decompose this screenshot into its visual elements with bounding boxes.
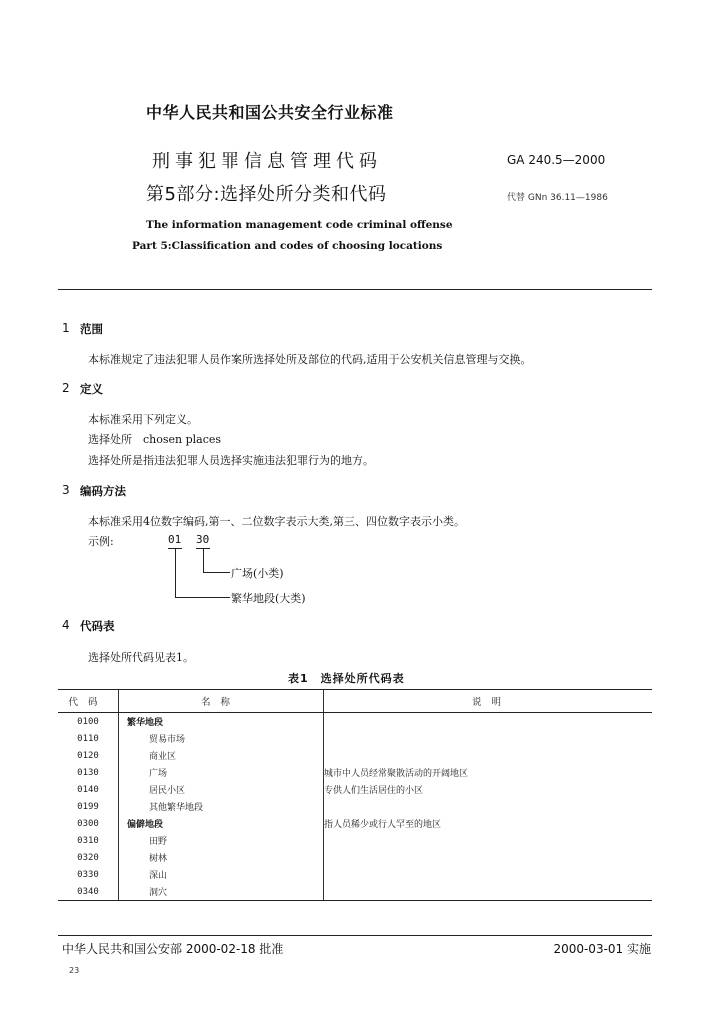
footer-divider (58, 935, 652, 936)
header-desc: 说明 (324, 690, 653, 713)
desc-cell (324, 747, 653, 764)
table-row (58, 883, 652, 901)
document-title-line2: 第5部分:选择处所分类和代码 (146, 184, 387, 205)
section-2-title: 定义 (80, 382, 103, 396)
name-cell: 居民小区 (119, 781, 324, 798)
header-divider (58, 289, 652, 290)
header-code: 代码 (58, 690, 119, 713)
name-cell: 洞穴 (119, 883, 324, 901)
code-cell: 0110 (58, 730, 119, 747)
section-4-number: 4 (62, 618, 70, 632)
table-row (58, 866, 652, 883)
desc-cell: 城市中人员经常聚散活动的开阔地区 (324, 769, 469, 779)
desc-cell (324, 832, 653, 849)
desc-cell (324, 883, 653, 901)
section-1-number: 1 (62, 321, 70, 335)
code-cell: 0120 (58, 747, 119, 764)
code-cell: 0100 (58, 713, 119, 731)
table-row (58, 747, 652, 764)
name-cell: 树林 (119, 849, 324, 866)
code-cell: 0310 (58, 832, 119, 849)
section-2-line1: 本标准采用下列定义。 (88, 413, 198, 426)
desc-cell (324, 798, 653, 815)
implementation-date: 2000-03-01 实施 (553, 942, 651, 956)
code-cell: 0300 (58, 815, 119, 832)
name-cell: 深山 (119, 866, 324, 883)
code-cell: 0340 (58, 883, 119, 901)
code-cell: 0199 (58, 798, 119, 815)
table-row (58, 730, 652, 747)
section-3-text: 本标准采用4位数字编码,第一、二位数字表示大类,第三、四位数字表示小类。 (88, 515, 465, 528)
code-cell: 0140 (58, 781, 119, 798)
code-cell: 0320 (58, 849, 119, 866)
desc-cell (324, 866, 653, 883)
section-4-text: 选择处所代码见表1。 (88, 651, 194, 664)
section-4-title: 代码表 (80, 619, 115, 633)
table-row (58, 781, 652, 798)
table-row (58, 849, 652, 866)
table-row (58, 798, 652, 815)
standard-code: GA 240.5—2000 (507, 153, 606, 167)
name-cell: 繁华地段 (119, 713, 324, 731)
code-cell: 0130 (58, 764, 119, 781)
section-1-text: 本标准规定了违法犯罪人员作案所选择处所及部位的代码,适用于公安机关信息管理与交换。 (88, 353, 532, 366)
name-cell: 贸易市场 (119, 730, 324, 747)
table-body (58, 713, 652, 901)
desc-cell: 指人员稀少或行人罕至的地区 (324, 820, 442, 830)
header-name: 名称 (119, 690, 324, 713)
approval-line: 中华人民共和国公安部 2000-02-18 批准 (62, 942, 284, 956)
example-code-minor: 30 (196, 533, 210, 546)
replaces-standard: 代替 GNn 36.11—1986 (507, 193, 608, 203)
code-table (58, 689, 652, 901)
table-row (58, 815, 652, 832)
document-title-line1: 刑事犯罪信息管理代码 (152, 151, 382, 172)
section-3-number: 3 (62, 483, 70, 497)
desc-cell (324, 730, 653, 747)
table-row (58, 832, 652, 849)
table-row (58, 713, 652, 731)
desc-cell (324, 713, 653, 731)
table-caption: 表1 选择处所代码表 (288, 672, 405, 685)
section-3-title: 编码方法 (80, 484, 126, 498)
name-cell: 商业区 (119, 747, 324, 764)
name-cell: 其他繁华地段 (119, 798, 324, 815)
example-bracket-major (175, 549, 230, 598)
desc-cell: 专供人们生活居住的小区 (324, 786, 424, 796)
name-cell: 偏僻地段 (119, 815, 324, 832)
name-cell: 广场 (119, 764, 324, 781)
english-title-line2: Part 5:Classification and codes of choosing locations (132, 240, 443, 252)
section-1-title: 范围 (80, 322, 103, 336)
name-cell: 田野 (119, 832, 324, 849)
page-number: 23 (69, 966, 80, 975)
code-cell: 0330 (58, 866, 119, 883)
section-2-line3: 选择处所是指违法犯罪人员选择实施违法犯罪行为的地方。 (88, 454, 374, 467)
desc-cell (324, 849, 653, 866)
issuing-organization: 中华人民共和国公共安全行业标准 (146, 103, 394, 122)
example-label: 示例: (88, 535, 114, 548)
example-label-minor: 广场(小类) (231, 567, 284, 580)
english-title-line1: The information management code criminal offense (146, 219, 453, 231)
table-header-row (58, 690, 652, 713)
table-row (58, 764, 652, 781)
example-code-major: 01 (168, 533, 182, 546)
section-2-line2: 选择处所 chosen places (88, 433, 222, 446)
example-label-major: 繁华地段(大类) (231, 592, 306, 605)
section-2-number: 2 (62, 381, 70, 395)
